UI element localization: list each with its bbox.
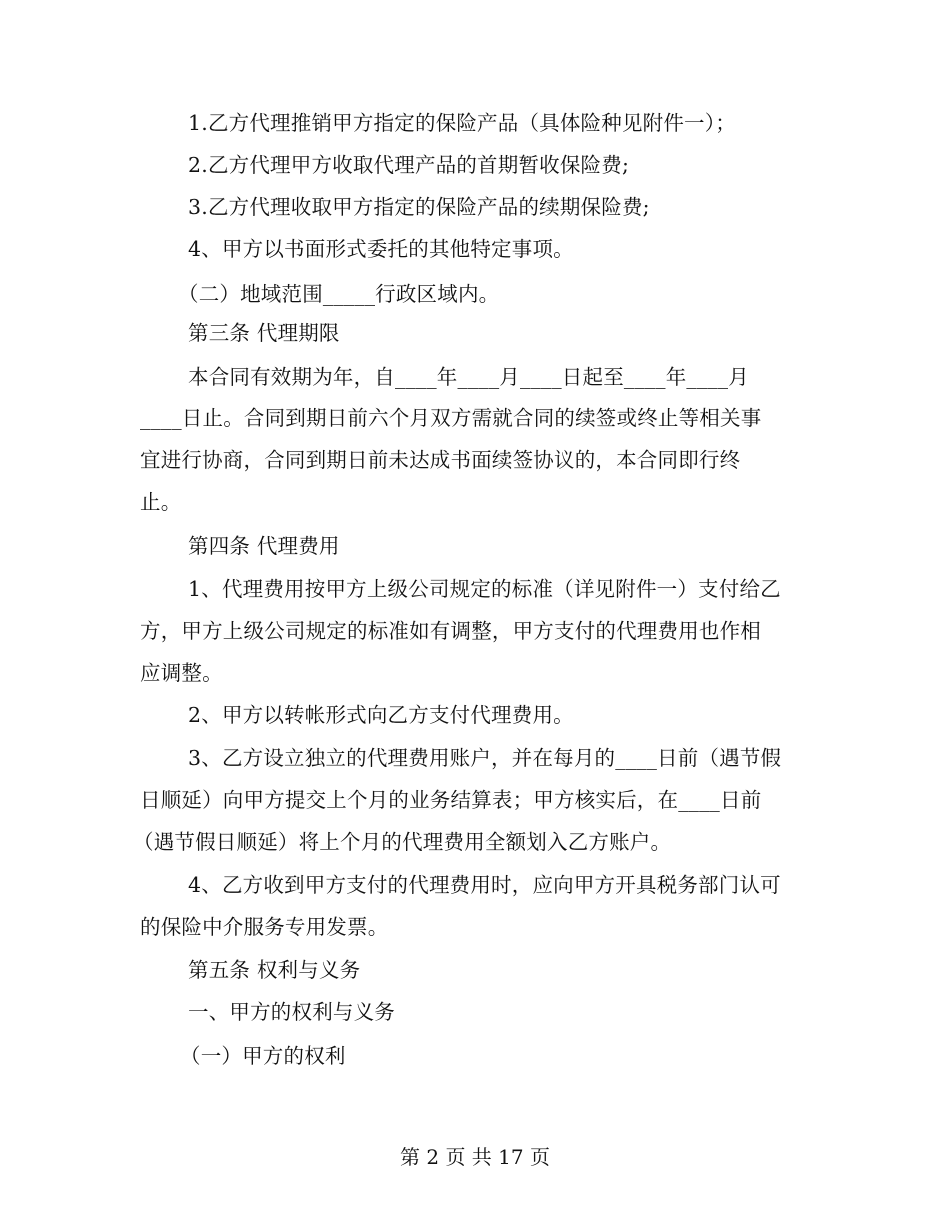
text-line-10: 止。 xyxy=(140,490,182,514)
section-heading-5: 第五条 权利与义务 xyxy=(188,958,361,982)
text-line-3: 3.乙方代理收取甲方指定的保险产品的续期保险费; xyxy=(188,195,650,219)
text-line-9: 宜进行协商，合同到期日前未达成书面续签协议的，本合同即行终 xyxy=(140,448,741,472)
text-line-1: 1.乙方代理推销甲方指定的保险产品（具体险种见附件一）； xyxy=(188,111,736,135)
subsection-heading-party-a-rights: （一）甲方的权利 xyxy=(180,1044,346,1068)
text-line-5: （二）地域范围_____行政区域内。 xyxy=(178,282,500,306)
page-footer: 第 2 页 共 17 页 xyxy=(400,1145,550,1169)
text-line-20: 的保险中介服务专用发票。 xyxy=(140,915,389,939)
section-heading-3: 第三条 代理期限 xyxy=(188,321,340,345)
text-line-12: 1、代理费用按甲方上级公司规定的标准（详见附件一）支付给乙 xyxy=(188,577,781,601)
text-line-14: 应调整。 xyxy=(140,661,223,685)
text-line-19: 4、乙方收到甲方支付的代理费用时，应向甲方开具税务部门认可 xyxy=(188,873,781,897)
text-line-13: 方，甲方上级公司规定的标准如有调整，甲方支付的代理费用也作相 xyxy=(140,619,761,643)
text-line-8: ____日止。合同到期日前六个月双方需就合同的续签或终止等相关事 xyxy=(140,406,762,430)
text-line-2: 2.乙方代理甲方收取代理产品的首期暂收保险费; xyxy=(188,153,630,177)
section-heading-4: 第四条 代理费用 xyxy=(188,534,340,558)
text-line-7: 本合同有效期为年，自____年____月____日起至____年____月 xyxy=(188,365,749,389)
text-line-18: （遇节假日顺延）将上个月的代理费用全额划入乙方账户。 xyxy=(133,830,672,854)
text-line-16: 3、乙方设立独立的代理费用账户，并在每月的____日前（遇节假 xyxy=(188,746,782,770)
text-line-15: 2、甲方以转帐形式向乙方支付代理费用。 xyxy=(188,703,574,727)
text-line-17: 日顺延）向甲方提交上个月的业务结算表；甲方核实后，在____日前 xyxy=(140,788,762,812)
text-line-4: 4、甲方以书面形式委托的其他特定事项。 xyxy=(188,237,574,261)
subsection-heading-party-a: 一、甲方的权利与义务 xyxy=(188,1000,395,1024)
